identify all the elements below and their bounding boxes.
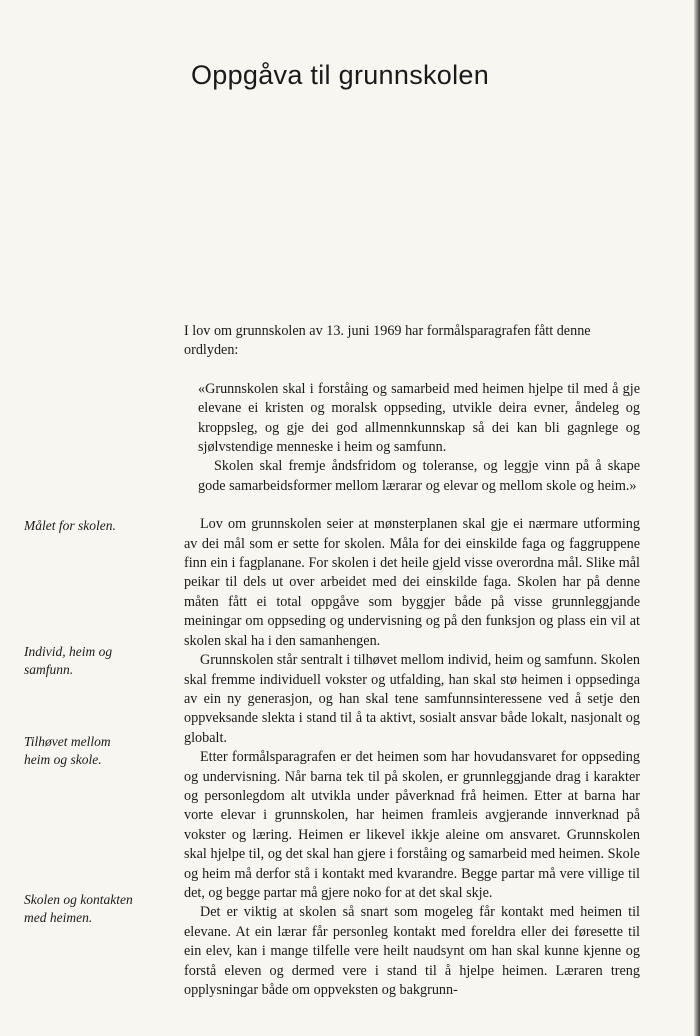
margin-note-line: heim og skole. <box>24 752 102 767</box>
quote-paragraph: Skolen skal fremje åndsfridom og toleranse, og leggje vinn på å skape gode samarbeidsformer mellom lærarar og elevar og mellom skole og heim.» <box>198 458 640 494</box>
margin-note-line: Målet for skolen. <box>24 518 116 533</box>
margin-note-line: Individ, heim og <box>24 644 113 659</box>
intro-paragraph: I lov om grunnskolen av 13. juni 1969 har formålsparagrafen fått denne ordlyden: <box>184 323 591 359</box>
margin-note-line: med heimen. <box>24 910 93 925</box>
paragraph: Det er viktig at skolen så snart som mogeleg får kontakt med heimen til elevane. At ein lærar får personleg kontakt med foreldra eller dei føresette til ein elev, kan i mange tilfelle vere heilt naudsynt om han skal kunne kjenne og forstå eleven og dermed vere i stand til å hjelpe heimen. Læraren treng opplysningar både om oppveksten og bakgrunn- <box>184 904 640 998</box>
page-title: Oppgåva til grunnskolen <box>190 60 490 90</box>
margin-note <box>24 891 174 927</box>
quote-paragraph: «Grunnskolen skal i forståing og samarbeid med heimen hjelpe til med å gje elevane ei kristen og moralsk oppseding, utvikle deira evner, åndeleg og kroppsleg, og gje dei god allmennkunnskap så dei kan bli gagnlege og sjølvstendige menneske i heim og samfunn. <box>198 380 640 456</box>
paragraph: Grunnskolen står sentralt i tilhøvet mellom individ, heim og samfunn. Skolen skal fremme individuell vokster og utfalding, han skal stø heimen i oppsedinga av ein ny generasjon, og han skal tene samfunnsinteressene ved å setje den oppveksande slekta i stand til å ta aktivt, sosialt ansvar både lokalt, nasjonalt og globalt. <box>184 652 640 746</box>
paragraph: Etter formålsparagrafen er det heimen som har hovudansvaret for oppseding og undervisning. Når barna tek til på skolen, er grunnleggjande drag i karakter og personlegdom alt utvikla under påverknad frå heimen. Etter at barna har vorte elevar i grunnskolen, har heimen framleis avgjerande innverknad på vokster og læring. Heimen er likevel ikkje aleine om ansvaret. Grunnskolen skal hjelpe til, og det skal han gjere i forståing og samarbeid med heimen. Skole og heim må derfor stå i kontakt med kvarandre. Begge partar må vere villige til det, og begge partar må gjere noko for at det skal skje. <box>184 749 640 901</box>
law-quote <box>184 380 640 496</box>
margin-note <box>24 643 174 679</box>
body-text <box>184 322 640 1000</box>
margin-note-line: Tilhøvet mellom <box>24 734 111 749</box>
margin-note <box>24 733 174 769</box>
margin-note-line: samfunn. <box>24 662 74 677</box>
paragraph: Lov om grunnskolen seier at mønsterplanen skal gje ei nærmare utforming av dei mål som er sette for skolen. Måla for dei einskilde faga og faggruppene finn ein i fagplanane. For skolen i det heile gjeld visse overordna mål. Slike mål peikar til dels ut over arbeidet med dei einskilde faga. Skolen har på denne måten fått ei total oppgåve som byggjer både på visse grunnleggjande meiningar om oppseding og undervisning og på den funksjon og plass ein vil at skolen skal ha i den samanhengen. <box>184 516 640 649</box>
margin-note-line: Skolen og kontakten <box>24 892 133 907</box>
margin-note <box>24 517 174 535</box>
page-edge <box>694 0 700 1036</box>
